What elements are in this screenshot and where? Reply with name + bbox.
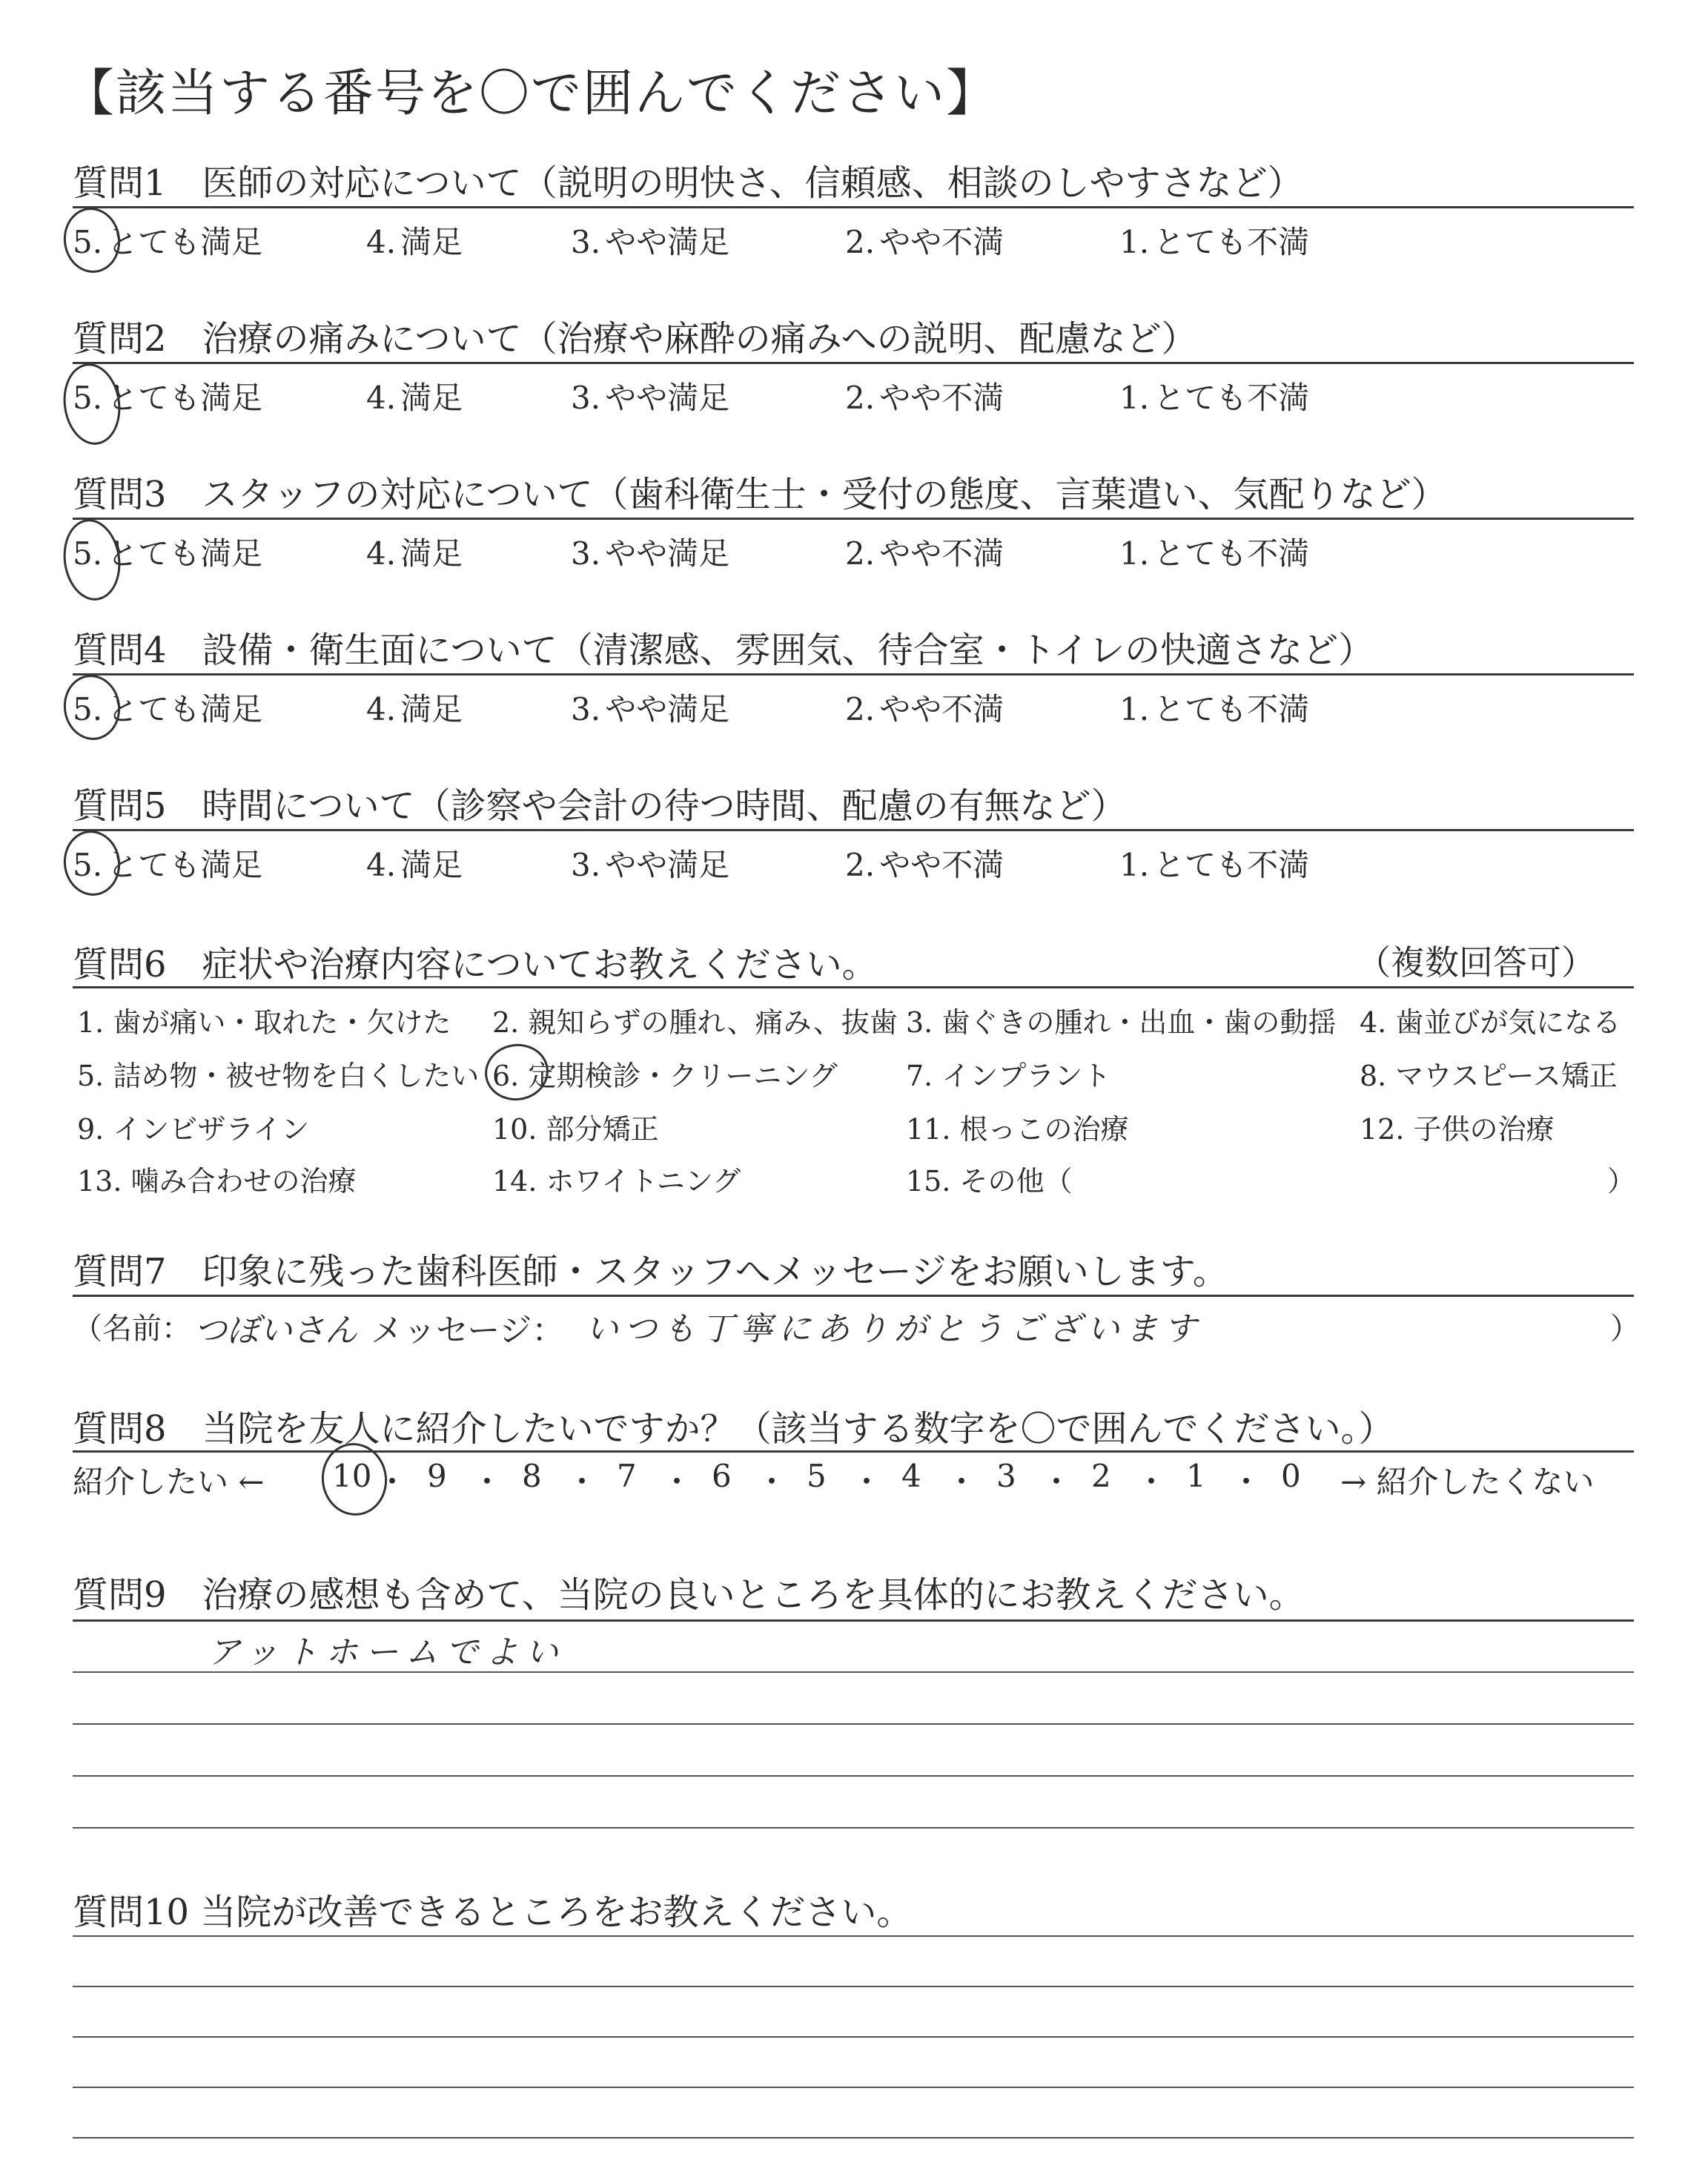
q8-scale-number[interactable]: 6: [712, 1458, 732, 1494]
rating-option-number: 1.: [1119, 691, 1150, 727]
rating-option-label: 満足: [400, 380, 463, 416]
q10-rule-2: [73, 1986, 1634, 1987]
q5-rule: [73, 829, 1634, 831]
rating-option-label: とても満足: [107, 691, 263, 727]
q10-title: 質問10 当院が改善できるところをお教えください。: [73, 1892, 913, 1933]
rating-option[interactable]: [571, 529, 729, 574]
rating-option-label: やや不満: [879, 691, 1004, 727]
q3-title: 質問3 スタッフの対応について（歯科衛生士・受付の態度、言葉遣い、気配りなど）: [73, 474, 1447, 515]
rating-option-label: やや満足: [605, 847, 730, 883]
q7-name-label: （名前：: [73, 1312, 191, 1346]
q6-option[interactable]: 8. マウスピース矯正: [1360, 1060, 1618, 1092]
rating-option[interactable]: [571, 685, 729, 730]
q7-message-label: メッセージ：: [371, 1312, 565, 1350]
q8-title: 質問8 当院を友人に紹介したいですか？（該当する数字を〇で囲んでください。）: [73, 1408, 1394, 1450]
rating-option-label: とても満足: [107, 380, 263, 416]
q8-separator: ・: [756, 1464, 788, 1500]
rating-option[interactable]: [571, 841, 729, 885]
q8-scale-number[interactable]: 8: [522, 1458, 542, 1494]
rating-option[interactable]: [845, 685, 1004, 730]
q8-scale-number[interactable]: 1: [1186, 1458, 1206, 1494]
rating-option[interactable]: [73, 218, 262, 262]
rating-option-label: やや満足: [605, 535, 730, 572]
q2-title: 質問2 治療の痛みについて（治療や麻酔の痛みへの説明、配慮など）: [73, 318, 1197, 360]
rating-option-number: 4.: [366, 535, 397, 572]
q8-separator: ・: [1231, 1464, 1262, 1500]
q8-separator: ・: [377, 1464, 408, 1500]
q8-separator: ・: [1136, 1464, 1168, 1500]
q6-title: 質問6 症状や治療内容についてお教えください。: [73, 944, 878, 985]
rating-option-number: 5.: [73, 380, 103, 416]
rating-option-number: 2.: [845, 380, 875, 416]
rating-option-label: やや満足: [605, 691, 730, 727]
q10-rule-5: [73, 2137, 1634, 2138]
q9-answer[interactable]: アットホームでよい: [208, 1634, 566, 1671]
q1-title: 質問1 医師の対応について（説明の明快さ、信頼感、相談のしやすさなど）: [73, 162, 1303, 204]
rating-option-label: とても不満: [1153, 380, 1310, 416]
rating-option[interactable]: [1119, 841, 1309, 885]
rating-option-label: やや不満: [879, 380, 1004, 416]
q6-option[interactable]: 6. 定期検診・クリーニング: [492, 1060, 838, 1092]
rating-option[interactable]: [1119, 685, 1309, 730]
rating-option[interactable]: [571, 374, 729, 418]
q8-scale-number[interactable]: 9: [427, 1458, 447, 1494]
q8-separator: ・: [566, 1464, 598, 1500]
q6-option[interactable]: 14. ホワイトニング: [492, 1165, 741, 1198]
q4-title: 質問4 設備・衛生面について（清潔感、雰囲気、待合室・トイレの快適さなど）: [73, 630, 1374, 671]
rating-option-label: とても不満: [1153, 847, 1310, 883]
rating-option-label: 満足: [400, 535, 463, 572]
q4-rule: [73, 673, 1634, 676]
rating-option[interactable]: [1119, 218, 1309, 262]
rating-option[interactable]: [73, 529, 262, 574]
rating-option[interactable]: [73, 841, 262, 885]
rating-option-label: とても満足: [107, 847, 263, 883]
q7-name-value[interactable]: つぼいさん: [194, 1312, 357, 1350]
rating-option-number: 3.: [571, 691, 601, 727]
rating-option-label: とても不満: [1153, 535, 1310, 572]
q7-title: 質問7 印象に残った歯科医師・スタッフへメッセージをお願いします。: [73, 1251, 1228, 1292]
q10-rule-4: [73, 2087, 1634, 2088]
q6-option[interactable]: 5. 詰め物・被せ物を白くしたい: [77, 1060, 480, 1092]
rating-option-label: とても不満: [1153, 224, 1310, 260]
rating-option[interactable]: [73, 374, 262, 418]
rating-option-number: 1.: [1119, 380, 1150, 416]
rating-option[interactable]: [366, 374, 463, 418]
q8-separator: ・: [471, 1464, 503, 1500]
rating-option[interactable]: [366, 685, 463, 730]
q8-separator: ・: [946, 1464, 978, 1500]
q6-option[interactable]: 7. インプラント: [906, 1060, 1111, 1092]
rating-option-label: 満足: [400, 691, 463, 727]
rating-option[interactable]: [73, 685, 262, 730]
q6-option[interactable]: 12. 子供の治療: [1360, 1113, 1555, 1146]
q6-option[interactable]: 15. その他（: [906, 1165, 1073, 1198]
q8-scale: [73, 1458, 1637, 1502]
q6-rule: [73, 986, 1634, 988]
q8-separator: ・: [851, 1464, 883, 1500]
rating-option-label: とても満足: [107, 224, 263, 260]
rating-option-number: 3.: [571, 224, 601, 260]
q6-note: （複数回答可）: [1357, 942, 1595, 982]
q8-rule: [73, 1450, 1634, 1453]
rating-option-number: 2.: [845, 535, 875, 572]
q8-scale-number[interactable]: 3: [996, 1458, 1016, 1494]
rating-option[interactable]: [845, 218, 1004, 262]
q2-rule: [73, 362, 1634, 364]
q6-option[interactable]: 13. 噛み合わせの治療: [77, 1165, 357, 1198]
q5-title: 質問5 時間について（診察や会計の待つ時間、配慮の有無など）: [73, 785, 1127, 827]
rating-option[interactable]: [845, 529, 1004, 574]
rating-option-number: 3.: [571, 535, 601, 572]
q6-option[interactable]: 1. 歯が痛い・取れた・欠けた: [77, 1006, 451, 1039]
rating-option[interactable]: [571, 218, 729, 262]
rating-option[interactable]: [366, 529, 463, 574]
rating-option-label: 満足: [400, 224, 463, 260]
rating-option-number: 3.: [571, 380, 601, 416]
rating-option-label: やや不満: [879, 847, 1004, 883]
rating-option[interactable]: [845, 374, 1004, 418]
q7-rule: [73, 1295, 1634, 1297]
q8-left-label: 紹介したい ←: [73, 1464, 265, 1500]
q8-scale-number[interactable]: 10: [332, 1458, 372, 1494]
q6-option[interactable]: 10. 部分矯正: [492, 1113, 659, 1146]
rating-option-number: 2.: [845, 847, 875, 883]
q10-rule-1: [73, 1935, 1634, 1937]
q9-rule-3: [73, 1723, 1634, 1725]
q6-option[interactable]: 11. 根っこの治療: [906, 1113, 1129, 1146]
rating-option-number: 2.: [845, 224, 875, 260]
rating-option-label: やや満足: [605, 380, 730, 416]
q9-rule-4: [73, 1775, 1634, 1777]
q8-scale-number[interactable]: 5: [807, 1458, 827, 1494]
rating-option-number: 4.: [366, 847, 397, 883]
rating-option-label: 満足: [400, 847, 463, 883]
rating-option-number: 4.: [366, 380, 397, 416]
rating-option-label: やや満足: [605, 224, 730, 260]
rating-option-number: 1.: [1119, 535, 1150, 572]
rating-option-number: 5.: [73, 535, 103, 572]
rating-option-number: 4.: [366, 224, 397, 260]
q8-scale-number[interactable]: 2: [1091, 1458, 1111, 1494]
q8-scale-number[interactable]: 7: [617, 1458, 637, 1494]
q8-scale-number[interactable]: 0: [1281, 1458, 1301, 1494]
q8-separator: ・: [1041, 1464, 1073, 1500]
q6-option[interactable]: 2. 親知らずの腫れ、痛み、抜歯: [492, 1006, 898, 1039]
rating-option-label: やや不満: [879, 224, 1004, 260]
rating-option-number: 5.: [73, 847, 103, 883]
rating-option-label: とても満足: [107, 535, 263, 572]
q9-rule-5: [73, 1827, 1634, 1829]
q8-separator: ・: [661, 1464, 693, 1500]
q6-option[interactable]: 9. インビザライン: [77, 1113, 310, 1146]
rating-option-number: 3.: [571, 847, 601, 883]
rating-option[interactable]: [366, 841, 463, 885]
q8-right-label: → 紹介したくない: [1340, 1464, 1595, 1500]
rating-option-number: 1.: [1119, 847, 1150, 883]
q1-rule: [73, 206, 1634, 208]
q9-rule-2: [73, 1671, 1634, 1673]
rating-option-number: 4.: [366, 691, 397, 727]
q6-option[interactable]: 3. 歯ぐきの腫れ・出血・歯の動揺: [906, 1006, 1337, 1039]
rating-option-number: 5.: [73, 224, 103, 260]
q9-rule-1: [73, 1619, 1634, 1622]
q7-close-paren: ）: [1610, 1312, 1640, 1346]
q7-message-value[interactable]: いつも丁寧にありがとうございます: [586, 1310, 1202, 1348]
rating-option-number: 1.: [1119, 224, 1150, 260]
rating-option[interactable]: [1119, 374, 1309, 418]
rating-option[interactable]: [366, 218, 463, 262]
q3-rule: [73, 518, 1634, 520]
q10-rule-3: [73, 2036, 1634, 2038]
q6-other-close-paren: ）: [1607, 1165, 1636, 1198]
q8-scale-number[interactable]: 4: [901, 1458, 921, 1494]
rating-option[interactable]: [1119, 529, 1309, 574]
rating-option[interactable]: [845, 841, 1004, 885]
rating-option-label: とても不満: [1153, 691, 1310, 727]
page-title: 【該当する番号を〇で囲んでください】: [64, 65, 999, 123]
q6-option[interactable]: 4. 歯並びが気になる: [1360, 1006, 1621, 1039]
rating-option-number: 2.: [845, 691, 875, 727]
rating-option-label: やや不満: [879, 535, 1004, 572]
rating-option-number: 5.: [73, 691, 103, 727]
q9-title: 質問9 治療の感想も含めて、当院の良いところを具体的にお教えください。: [73, 1574, 1305, 1616]
